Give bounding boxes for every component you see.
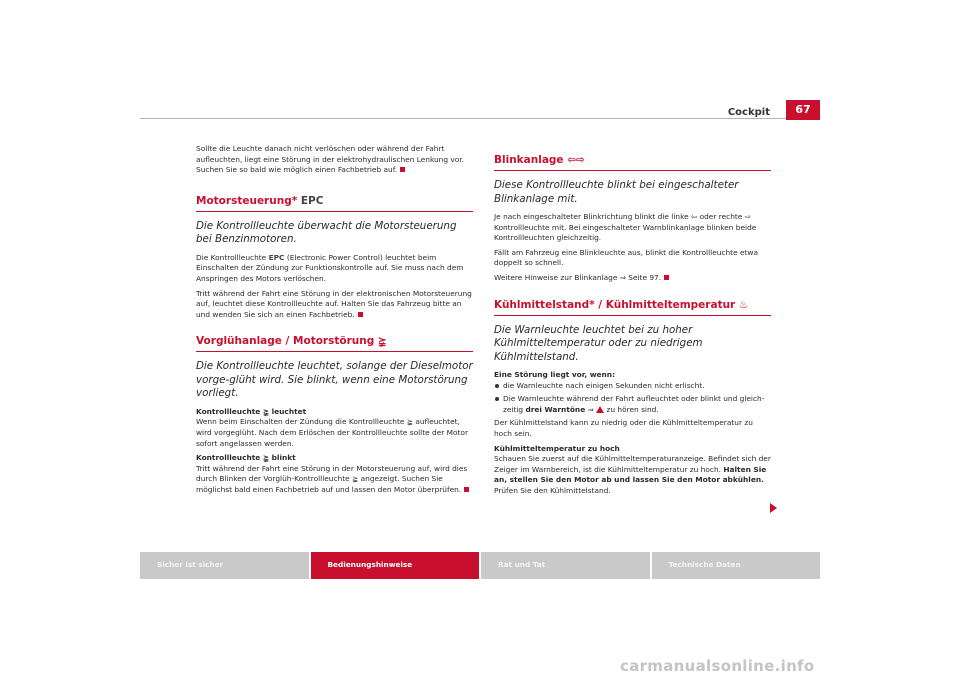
footer-tab-technik[interactable]: Technische Daten: [652, 552, 821, 579]
page-number: 67: [786, 100, 820, 120]
coolant-icon: ♨: [738, 298, 749, 311]
subheading: Eine Störung liegt vor, wenn:: [494, 370, 616, 380]
glow-plug-icon: ⪶: [262, 406, 270, 416]
list-item: Die Warnleuchte während der Fahrt aufleuchtet oder blinkt und gleich-zeitig drei Warntöne ⇒ zu hören sind.: [494, 394, 771, 415]
paragraph: Je nach eingeschalteter Blinkrichtung blinkt die linke ⇦ oder rechte ⇨ Kontrollleuchte mit. Bei eingeschalteter Warnblinkanlage blinken beide Kontrollleuchten gleichzeitig.: [494, 212, 757, 243]
intro-paragraph: Sollte die Leuchte danach nicht verlöschen oder während der Fahrt aufleuchten, liegt eine Störung in der elektrohydraulischen Lenkung vor. Suchen Sie so bald wie möglich einen Fachbetrieb auf.: [196, 144, 465, 175]
lead-vorgluehanlage: Die Kontrollleuchte leuchtet, solange der Dieselmotor vorge-glüht wird. Sie blinkt, wenn eine Motorstörung vorliegt.: [196, 360, 473, 400]
subheading: Kontrollleuchte ⪶ leuchtet: [196, 406, 307, 416]
heading-rule: [196, 351, 473, 352]
subheading: Kontrollleuchte ⪶ blinkt: [196, 453, 296, 463]
footer-tab-rat[interactable]: Rat und Tat: [481, 552, 650, 579]
heading-rule: [196, 211, 473, 212]
epc-icon: EPC: [300, 194, 324, 207]
paragraph: Der Kühlmittelstand kann zu niedrig oder die Kühlmitteltemperatur zu hoch sein.: [494, 418, 753, 439]
footer-nav: [140, 552, 820, 579]
lead-motorsteuerung: Die Kontrollleuchte überwacht die Motorsteuerung bei Benzinmotoren.: [196, 219, 457, 246]
warning-icon: [596, 406, 604, 413]
right-column: [494, 144, 771, 501]
end-mark-icon: [358, 312, 363, 317]
paragraph: Tritt während der Fahrt eine Störung in der Motorsteuerung auf, wird dies durch Blinken der Vorglüh-Kontrollleuchte ⪶ angezeigt. Suchen Sie möglichst bald einen Fachbetrieb auf und lassen den Motor überprüfen.: [196, 463, 468, 494]
end-mark-icon: [464, 487, 469, 492]
glow-plug-icon: ⪶: [377, 335, 387, 348]
epc-icon: EPC: [268, 252, 285, 262]
paragraph: Wenn beim Einschalten der Zündung die Kontrollleuchte ⪶ aufleuchtet, wird vorgeglüht. Nach dem Erlöschen der Kontrollleuchte sollte der Motor sofort angelassen werden.: [196, 417, 468, 448]
next-page-arrow-icon[interactable]: [770, 503, 777, 513]
heading-motorsteuerung: Motorsteuerung* EPC: [196, 194, 324, 207]
subheading: Kühlmitteltemperatur zu hoch: [494, 443, 620, 453]
lead-kuehlmittel: Die Warnleuchte leuchtet bei zu hoher Kühlmitteltemperatur oder zu niedrigem Kühlmittelstand.: [494, 323, 703, 363]
footer-tab-bedienung[interactable]: Bedienungshinweise: [311, 552, 480, 579]
list-item: die Warnleuchte nach einigen Sekunden nicht erlischt.: [494, 381, 771, 392]
header-rule: [140, 118, 820, 119]
heading-blinkanlage: Blinkanlage ⇦⇨: [494, 154, 585, 166]
paragraph: Schauen Sie zuerst auf die Kühlmitteltemperaturanzeige. Befindet sich der Zeiger im Warnbereich, ist die Kühlmitteltemperatur zu hoch. Halten Sie an, stellen Sie den Motor ab und lassen Sie den Motor abkühlen. Prüfen Sie den Kühlmittelstand.: [494, 454, 771, 495]
turn-left-icon: ⇦: [567, 154, 577, 166]
lead-blinkanlage: Diese Kontrollleuchte blinkt bei eingeschalteter Blinkanlage mit.: [494, 179, 739, 205]
page-link[interactable]: Weitere Hinweise zur Blinkanlage ⇒ Seite 97.: [494, 272, 662, 282]
left-column: [196, 144, 473, 500]
turn-right-icon: ⇨: [744, 212, 751, 221]
paragraph: Die Kontrollleuchte EPC (Electronic Power Control) leuchtet beim Einschalten der Zündung zur Funktionskontrolle auf. Sie muss nach dem Anspringen des Motors verlöschen.: [196, 252, 464, 283]
section-title: Cockpit: [727, 107, 770, 118]
footer-tab-sicher[interactable]: Sicher ist sicher: [140, 552, 309, 579]
end-mark-icon: [400, 167, 405, 172]
end-mark-icon: [664, 275, 669, 280]
glow-plug-icon: ⪶: [352, 474, 359, 484]
glow-plug-icon: ⪶: [406, 417, 413, 427]
heading-rule: [494, 315, 771, 316]
paragraph: [494, 273, 771, 284]
heading-rule: [494, 170, 771, 171]
watermark: carmanualsonline.info: [620, 657, 815, 675]
paragraph: Tritt während der Fahrt eine Störung in der elektronischen Motorsteuerung auf, leuchtet diese Kontrollleuchte auf. Halten Sie das Fahrzeug bitte an und wenden Sie sich an einen Fachbetrieb.: [196, 288, 472, 319]
turn-right-icon: ⇨: [576, 154, 585, 166]
glow-plug-icon: ⪶: [262, 453, 270, 463]
heading-kuehlmittel: Kühlmittelstand* / Kühlmitteltemperatur ♨: [494, 298, 749, 311]
heading-vorgluehanlage: Vorglühanlage / Motorstörung ⪶: [196, 335, 387, 348]
turn-left-icon: ⇦: [691, 212, 698, 221]
paragraph: Fällt am Fahrzeug eine Blinkleuchte aus, blinkt die Kontrollleuchte etwa doppelt so schnell.: [494, 247, 758, 268]
